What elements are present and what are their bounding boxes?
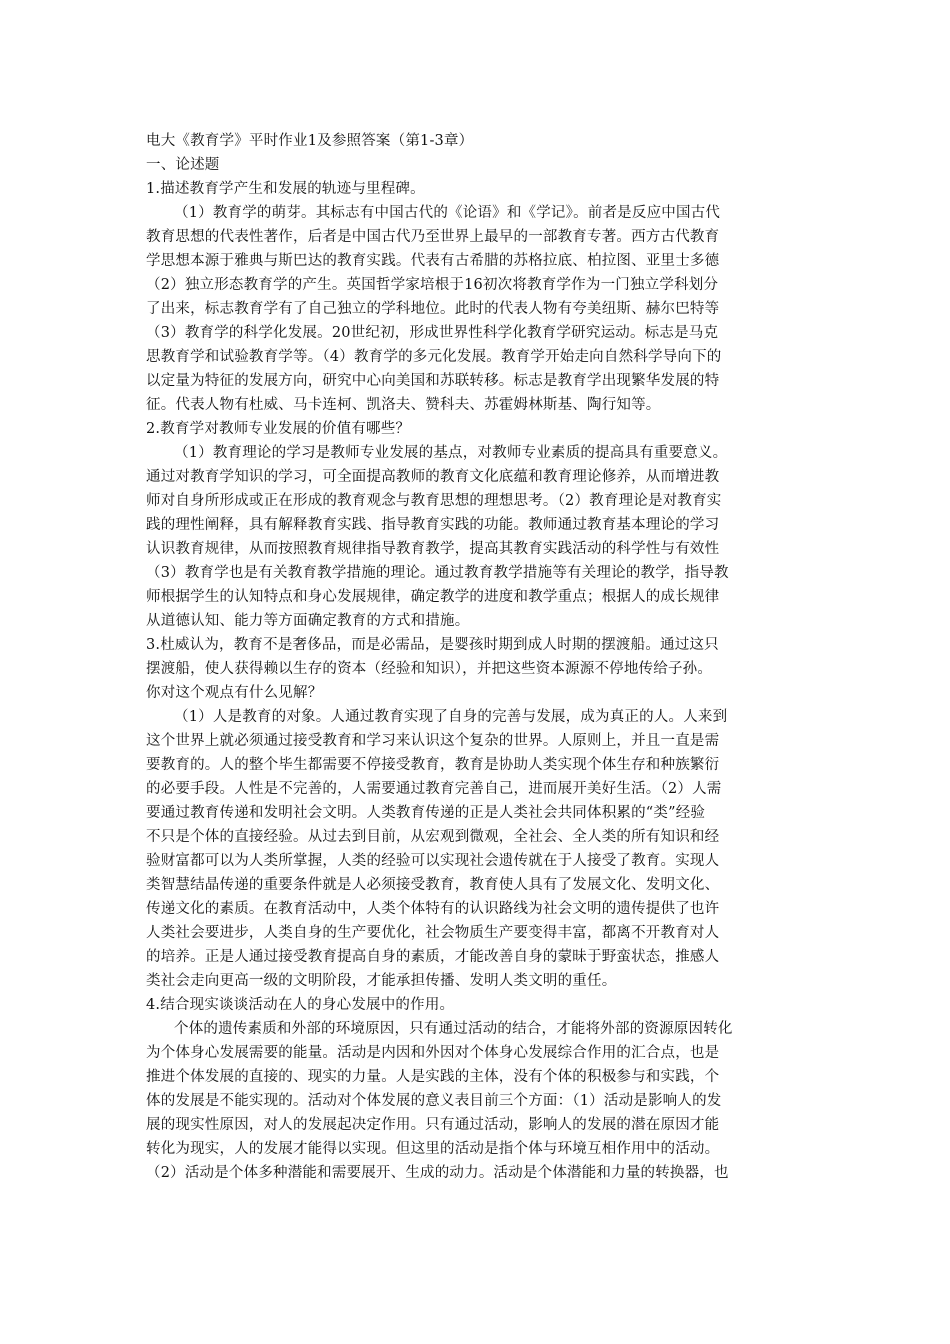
answer-3-line: 传递文化的素质。在教育活动中，人类个体特有的认识路线为社会文明的遗传提供了也许 <box>146 901 720 917</box>
answer-2-line: 师对自身所形成或正在形成的教育观念与教育思想的理想思考。（2）教育理论是对教育实 <box>146 493 722 509</box>
question-3-line: 摆渡船，使人获得赖以生存的资本（经验和知识），并把这些资本源源不停地传给子孙。 <box>146 661 713 677</box>
answer-4-line: 展的现实性原因，对人的发展起决定作用。只有通过活动，影响人的发展的潜在原因才能 <box>146 1117 720 1133</box>
answer-4-line: 推进个体发展的直接的、现实的力量。人是实践的主体，没有个体的积极参与和实践，个 <box>146 1069 720 1085</box>
answer-3-line: 类社会走向更高一级的文明阶段，才能承担传播、发明人类文明的重任。 <box>146 973 617 989</box>
document-page <box>146 129 810 1185</box>
answer-3-line: 人类社会要进步，人类自身的生产要优化，社会物质生产要变得丰富，都离不开教育对人 <box>146 925 720 941</box>
answer-4-line: （2）活动是个体多种潜能和需要展开、生成的动力。活动是个体潜能和力量的转换器，也 <box>146 1165 729 1181</box>
answer-1-line: 了出来，标志教育学有了自己独立的学科地位。此时的代表人物有夸美纽斯、赫尔巴特等 <box>146 301 720 317</box>
answer-2-line: 认识教育规律，从而按照教育规律指导教育教学，提高其教育实践活动的科学性与有效性 <box>146 541 720 557</box>
section-heading: 一、论述题 <box>146 157 220 173</box>
answer-3-line: 的必要手段。人性是不完善的，人需要通过教育完善自己，进而展开美好生活。（2）人需 <box>146 781 722 797</box>
answer-2-line: （3）教育学也是有关教育教学措施的理论。通过教育教学措施等有关理论的教学，指导教 <box>146 565 729 581</box>
question-4: 4.结合现实谈谈活动在人的身心发展中的作用。 <box>146 997 455 1013</box>
answer-3-line: （1）人是教育的对象。人通过教育实现了自身的完善与发展，成为真正的人。人来到 <box>174 709 728 725</box>
answer-3-line: 要通过教育传递和发明社会文明。人类教育传递的正是人类社会共同体积累的“类”经验 <box>146 805 706 821</box>
question-3-line: 你对这个观点有什么见解？ <box>146 685 323 701</box>
answer-3-line: 验财富都可以为人类所掌握，人类的经验可以实现社会遗传就在于人接受了教育。实现人 <box>146 853 720 869</box>
answer-2-line: 师根据学生的认知特点和身心发展规律，确定教学的进度和教学重点；根据人的成长规律 <box>146 589 720 605</box>
answer-1-line: （2）独立形态教育学的产生。英国哲学家培根于16初次将教育学作为一门独立学科划分 <box>146 277 719 293</box>
answer-3-line: 要教育的。人的整个毕生都需要不停接受教育，教育是协助人类实现个体生存和种族繁衍 <box>146 757 720 773</box>
answer-4-line: 体的发展是不能实现的。活动对个体发展的意义表目前三个方面：（1）活动是影响人的发 <box>146 1093 722 1109</box>
answer-4-line: 为个体身心发展需要的能量。活动是内因和外因对个体身心发展综合作用的汇合点，也是 <box>146 1045 720 1061</box>
answer-3-line: 这个世界上就必须通过接受教育和学习来认识这个复杂的世界。人原则上，并且一直是需 <box>146 733 720 749</box>
answer-4-line: 个体的遗传素质和外部的环境原因，只有通过活动的结合，才能将外部的资源原因转化 <box>174 1021 733 1037</box>
answer-1-line: 思教育学和试验教育学等。（4）教育学的多元化发展。教育学开始走向自然科学导向下的 <box>146 349 722 365</box>
answer-1-line: 学思想本源于雅典与斯巴达的教育实践。代表有古希腊的苏格拉底、柏拉图、亚里士多德 <box>146 253 720 269</box>
answer-1-line: （1）教育学的萌芽。其标志有中国古代的《论语》和《学记》。前者是反应中国古代 <box>174 205 721 221</box>
answer-2-line: 通过对教育学知识的学习，可全面提高教师的教育文化底蕴和教育理论修养，从而增进教 <box>146 469 720 485</box>
answer-1-line: 教育思想的代表性著作，后者是中国古代乃至世界上最早的一部教育专著。西方古代教育 <box>146 229 720 245</box>
answer-1-line: 以定量为特征的发展方向，研究中心向美国和苏联转移。标志是教育学出现繁华发展的特 <box>146 373 720 389</box>
answer-1-line: 征。代表人物有杜威、马卡连柯、凯洛夫、赞科夫、苏霍姆林斯基、陶行知等。 <box>146 397 661 413</box>
document-title: 电大《教育学》平时作业1及参照答案（第1-3章） <box>146 133 474 149</box>
answer-4-line: 转化为现实，人的发展才能得以实现。但这里的活动是指个体与环境互相作用中的活动。 <box>146 1141 720 1157</box>
answer-3-line: 不只是个体的直接经验。从过去到目前，从宏观到微观，全社会、全人类的所有知识和经 <box>146 829 720 845</box>
question-2: 2.教育学对教师专业发展的价值有哪些？ <box>146 421 411 437</box>
answer-2-line: 从道德认知、能力等方面确定教育的方式和措施。 <box>146 613 470 629</box>
answer-1-line: （3）教育学的科学化发展。20世纪初，形成世界性科学化教育学研究运动。标志是马克 <box>146 325 719 341</box>
question-1: 1.描述教育学产生和发展的轨迹与里程碑。 <box>146 181 425 197</box>
question-3-line: 3.杜威认为，教育不是奢侈品，而是必需品，是婴孩时期到成人时期的摆渡船。通过这只 <box>146 637 719 653</box>
answer-3-line: 的培养。正是人通过接受教育提高自身的素质，才能改善自身的蒙昧于野蛮状态，推感人 <box>146 949 720 965</box>
answer-3-line: 类智慧结晶传递的重要条件就是人必须接受教育，教育使人具有了发展文化、发明文化、 <box>146 877 720 893</box>
answer-2-line: 践的理性阐释，具有解释教育实践、指导教育实践的功能。教师通过教育基本理论的学习 <box>146 517 720 533</box>
answer-2-line: （1）教育理论的学习是教师专业发展的基点，对教师专业素质的提高具有重要意义。 <box>174 445 728 461</box>
